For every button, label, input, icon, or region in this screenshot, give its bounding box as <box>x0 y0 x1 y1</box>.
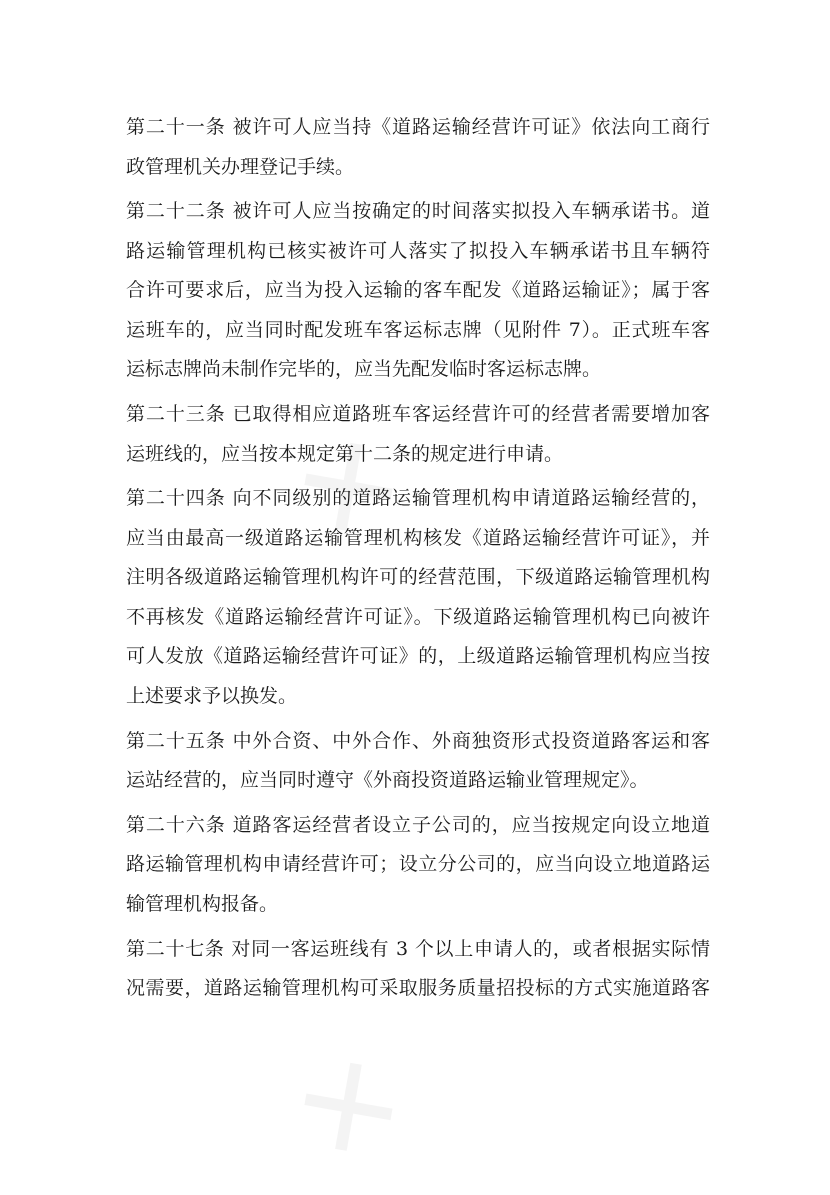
watermark <box>269 1024 431 1195</box>
text-line: 第二十七条 对同一客运班线有 3 个以上申请人的，或者根据实际情 <box>126 937 710 960</box>
text-line: 第二十四条 向不同级别的道路运输管理机构申请道路运输经营的， <box>126 487 710 510</box>
article-26 <box>126 806 710 925</box>
text-line: 第二十一条 被许可人应当持《道路运输经营许可证》依法向工商行 <box>126 116 710 138</box>
text-line: 第二十六条 道路客运经营者设立子公司的，应当按规定向设立地道 <box>126 813 710 836</box>
article-21 <box>126 108 710 187</box>
article-23 <box>126 395 710 474</box>
text-line: 注明各级道路运输管理机构许可的经营范围，下级道路运输管理机构 <box>126 566 710 589</box>
text-line: 第二十二条 被许可人应当按确定的时间落实拟投入车辆承诺书。道 <box>126 200 710 223</box>
text-line: 政管理机关办理登记手续。 <box>126 155 355 178</box>
text-line: 况需要，道路运输管理机构可采取服务质量招投标的方式实施道路客 <box>126 977 710 1000</box>
text-line: 运班车的，应当同时配发班车客运标志牌（见附件 7）。正式班车客 <box>126 318 710 341</box>
article-24 <box>126 479 710 716</box>
text-line: 路运输管理机构已核实被许可人落实了拟投入车辆承诺书且车辆符 <box>126 239 710 262</box>
text-line: 第二十三条 已取得相应道路班车客运经营许可的经营者需要增加客 <box>126 403 710 426</box>
text-line: 第二十五条 中外合资、中外合作、外商独资形式投资道路客运和客 <box>126 729 710 752</box>
text-line: 可人发放《道路运输经营许可证》的，上级道路运输管理机构应当按 <box>126 645 710 668</box>
text-line: 不再核发《道路运输经营许可证》。下级道路运输管理机构已向被许 <box>126 605 710 628</box>
text-line: 上述要求予以换发。 <box>126 684 298 707</box>
text-line: 运标志牌尚未制作完毕的，应当先配发临时客运标志牌。 <box>126 358 602 381</box>
article-27 <box>126 930 710 1009</box>
text-line: 路运输管理机构申请经营许可；设立分公司的，应当向设立地道路运 <box>126 853 710 876</box>
article-22 <box>126 192 710 390</box>
document-body <box>126 108 710 1014</box>
text-line: 合许可要求后，应当为投入运输的客车配发《道路运输证》；属于客 <box>126 279 710 302</box>
text-line: 运站经营的，应当同时遵守《外商投资道路运输业管理规定》。 <box>126 769 649 792</box>
text-line: 运班线的，应当按本规定第十二条的规定进行申请。 <box>126 442 564 465</box>
text-line: 应当由最高一级道路运输管理机构核发《道路运输经营许可证》，并 <box>126 526 710 549</box>
article-25 <box>126 722 710 801</box>
text-line: 输管理机构报备。 <box>126 892 279 915</box>
